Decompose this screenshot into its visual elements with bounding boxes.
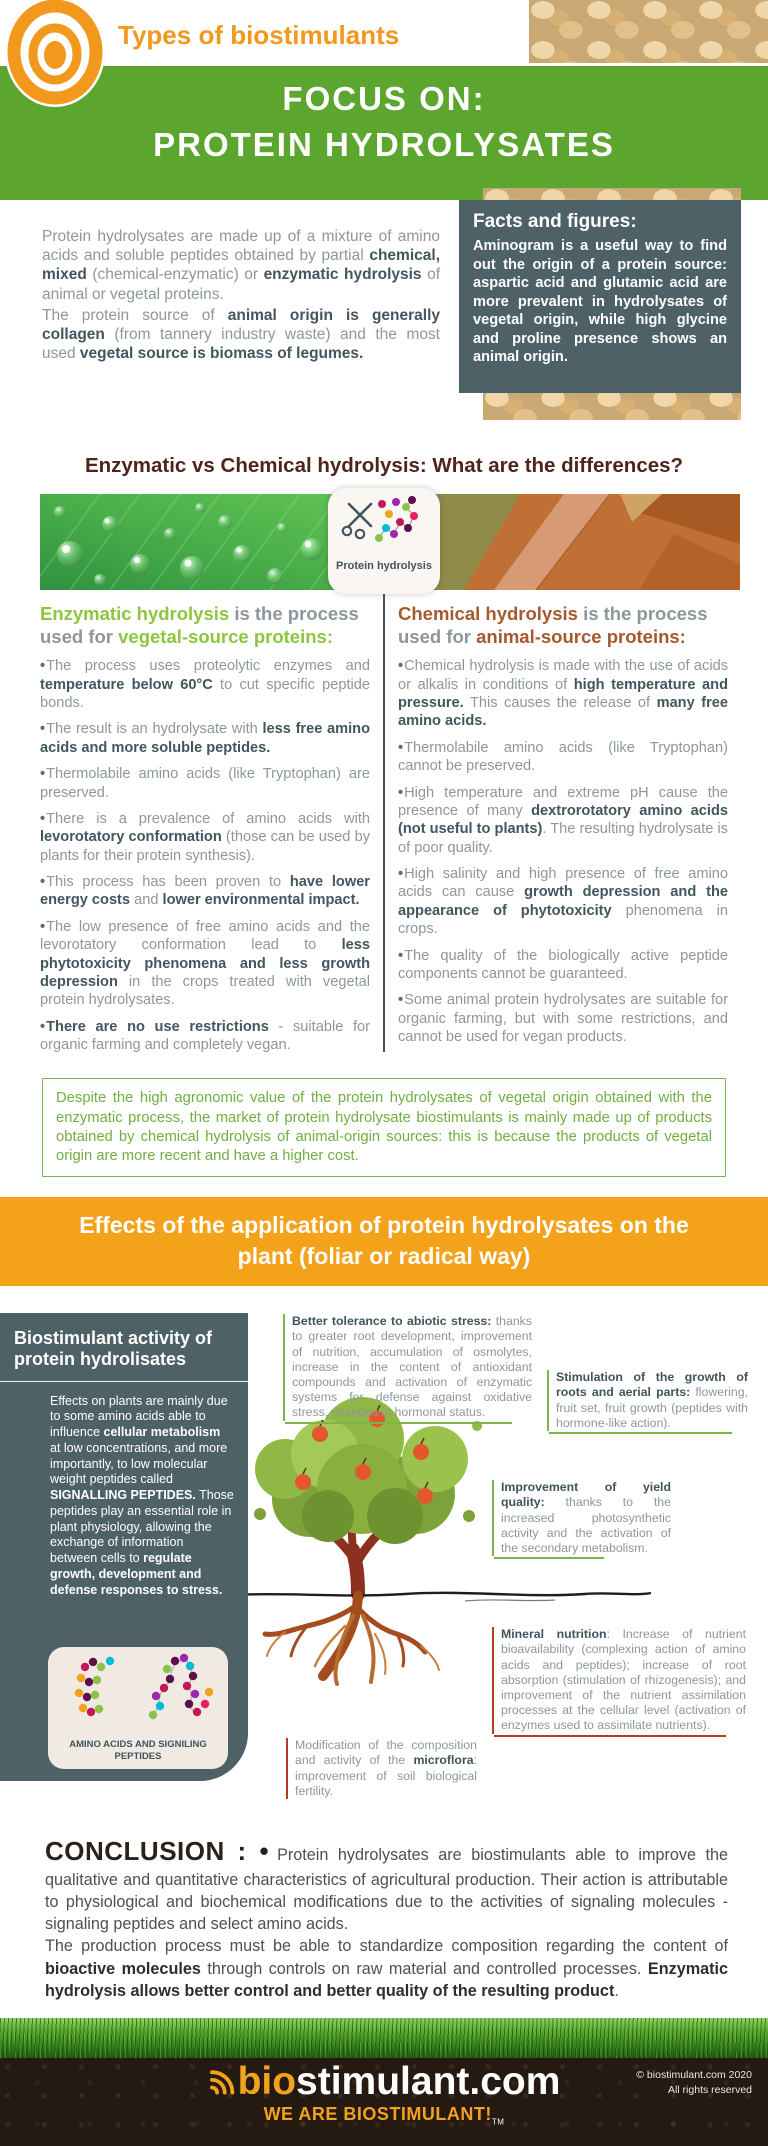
- tagline-text: WE ARE BIOSTIMULANT!: [263, 2103, 492, 2124]
- scissors-molecule-icon: [339, 492, 429, 554]
- chemical-bullet: • High temperature and extreme pH cause the presence of many dextrorotatory amino acids (not useful to plants). The resulting hydrolysate is of poor quality.: [398, 784, 728, 858]
- enzymatic-bullet: • There is a prevalence of amino acids with levorotatory conformation (those can be used by plants for their protein synthesis).: [40, 810, 370, 865]
- sidebar-divider: [0, 1381, 248, 1382]
- protein-hydrolysis-badge: [328, 488, 440, 594]
- amino-acids-peptides-box: [48, 1647, 228, 1769]
- enzymatic-bullet: • There are no use restrictions - suitable for organic farming and completely vegan.: [40, 1018, 370, 1055]
- facts-and-figures-box: [459, 200, 741, 393]
- chemical-bullet: • Thermolabile amino acids (like Tryptophan) cannot be preserved.: [398, 739, 728, 776]
- chemical-bullet: • The quality of the biologically active peptide components cannot be guaranteed.: [398, 947, 728, 984]
- intro-paragraph-1: Protein hydrolysates are made up of a mixture of amino acids and soluble peptides obtained by partial chemical, mixed (chemical-enzymatic) or enzymatic hydrolysis of animal or vegetal proteins.: [42, 228, 441, 303]
- conclusion-heading: CONCLUSION : •: [45, 1836, 270, 1867]
- annotation-microflora: Modification of the composition and activity of the microflora: improvement of soil biological fertility.: [286, 1738, 477, 1799]
- conclusion-text-1: Protein hydrolysates are biostimulants able to improve the qualitative and quantitative characteristics of agricultural production. Their action is attributable to physiological and biochemical modifications due to the activities of signaling molecules - signaling peptides and select amino acids.: [45, 1846, 728, 1934]
- logo-domain-text: stimulant.com: [296, 2059, 561, 2103]
- focus-line1: FOCUS ON:: [282, 80, 486, 117]
- conclusion-paragraph-1: [45, 1834, 728, 1935]
- enzymatic-bullet: • The process uses proteolytic enzymes and temperature below 60°C to cut specific peptide bonds.: [40, 657, 370, 712]
- sidebar-body: Effects on plants are mainly due to some amino acids able to influence cellular metabolism at low concentrations, and more importantly, to low molecular weight peptides called SIGNALLING PEPTIDES. Those peptides play an essential role in plant physiology, allowing the exchange of information between cells to regulate growth, development and defense responses to stress.: [50, 1393, 234, 1597]
- facts-title: Facts and figures:: [473, 211, 637, 232]
- chemical-column: [398, 602, 728, 1062]
- chemical-bullet-list: [398, 657, 728, 1046]
- badge-label: Protein hydrolysis: [336, 560, 432, 572]
- amino-acids-dots-icon: [55, 1651, 221, 1733]
- conclusion-paragraph-2: The production process must be able to standardize composition regarding the content of bioactive molecules through controls on raw material and controlled processes. Enzymatic hydrolysis allows better control and better quality of the resulting product.: [45, 1937, 728, 2000]
- enzymatic-heading: Enzymatic hydrolysis is the process used for vegetal-source proteins:: [40, 603, 359, 648]
- chemical-heading: Chemical hydrolysis is the process used for animal-source proteins:: [398, 603, 708, 648]
- trademark-symbol: TM: [491, 2117, 505, 2127]
- annotation-yield-quality: Improvement of yield quality: thanks to the increased photosynthetic activity and the activation of the secondary metabolism.: [492, 1480, 671, 1556]
- copyright-line1: © biostimulant.com 2020: [636, 2068, 752, 2081]
- intro-paragraphs: [42, 227, 440, 364]
- focus-banner: [0, 66, 768, 200]
- soybeans-photo: [529, 0, 768, 63]
- enzymatic-bullet: • Thermolabile amino acids (like Tryptophan) are preserved.: [40, 765, 370, 802]
- effects-section: [0, 1286, 768, 1826]
- leather-photo: [424, 494, 740, 590]
- arcs-logo-icon: [208, 2062, 238, 2096]
- chemical-bullet: • High salinity and high presence of free amino acids can cause growth depression and the appearance of phytotoxicity phenomena in crops.: [398, 865, 728, 939]
- facts-body: Aminogram is a useful way to find out the origin of a protein source: aspartic acid and glutamic acid are more prevalent in hydrolysates of vegetal origin, while high glycine and proline presence shows an animal origin.: [473, 238, 727, 366]
- target-circles-logo-icon: [4, 0, 106, 108]
- enzymatic-bullet: • The result is an hydrolysate with less free amino acids and more soluble peptides.: [40, 720, 370, 757]
- footer: [0, 2018, 768, 2146]
- header: [0, 0, 768, 200]
- dots-caption: AMINO ACIDS AND SIGNILING PEPTIDES: [69, 1739, 207, 1762]
- grass-photo: [0, 2018, 768, 2058]
- effects-banner: Effects of the application of protein hydrolysates on the plant (foliar or radical way): [0, 1197, 768, 1286]
- annotation-growth-stimulation: Stimulation of the growth of roots and aerial parts: flowering, fruit set, fruit growth (peptides with hormone-like action).: [547, 1370, 748, 1431]
- intro-paragraph-2: The protein source of animal origin is generally collagen (from tannery industry waste) and the most used vegetal source is biomass of legumes.: [42, 306, 441, 363]
- leaf-photo: [40, 494, 372, 590]
- copyright-notice: [636, 2068, 752, 2100]
- facts-area: [459, 188, 741, 393]
- brand-title: Types of biostimulants: [118, 20, 400, 50]
- biostimulant-activity-box: [0, 1313, 248, 1781]
- logo-bio-text: bio: [237, 2059, 297, 2103]
- comparison-columns: [40, 602, 728, 1062]
- comparison-heading: Enzymatic vs Chemical hydrolysis: What are the differences?: [84, 454, 684, 477]
- enzymatic-bullet: • This process has been proven to have lower energy costs and lower environmental impact.: [40, 873, 370, 910]
- chemical-bullet: • Chemical hydrolysis is made with the use of acids or alkalis in conditions of high temperature and pressure. This causes the release of many free amino acids.: [398, 657, 728, 731]
- annotation-mineral-nutrition: Mineral nutrition: Increase of nutrient bioavailability (complexing action of amino acids and peptides); increase of root absorption (stimulation of rhizogenesis); and improvement of the nutrient assimilation processes at the cellular level (activation of enzymes used to assimilate nutrients).: [492, 1627, 746, 1734]
- focus-line2: PROTEIN HYDROLYSATES: [153, 126, 615, 163]
- copyright-line2: All rights reserved: [667, 2084, 752, 2097]
- market-note-box: Despite the high agronomic value of the protein hydrolysates of vegetal origin obtained with the enzymatic process, the market of protein hydrolysate biostimulants is mainly made up of products obtained by chemical hydrolysis of animal-origin sources: this is because the products of vegetal origin are more recent and have a higher cost.: [42, 1078, 726, 1177]
- intro-section: [0, 200, 768, 440]
- enzymatic-column: [40, 602, 370, 1062]
- sidebar-title: Biostimulant activity of protein hydrolisates: [14, 1328, 213, 1370]
- enzymatic-bullet: • The low presence of free amino acids and the levorotatory conformation lead to less phytotoxicity phenomena and less growth depression in the crops treated with vegetal protein hydrolysates.: [40, 918, 370, 1010]
- chemical-bullet: • Some animal protein hydrolysates are suitable for organic farming, but with some restrictions, and cannot be used for vegan products.: [398, 991, 728, 1046]
- column-divider: [383, 586, 385, 1052]
- annotation-abiotic-stress: Better tolerance to abiotic stress: thanks to greater root development, improvement of nutrition, accumulation of osmolytes, increase in the content of antioxidant compounds and activation of enzymatic systems for defense against oxidative stress, changes in hormonal status.: [283, 1314, 532, 1421]
- enzymatic-bullet-list: [40, 657, 370, 1054]
- comparison-image-band: [28, 492, 740, 592]
- conclusion-section: [45, 1834, 728, 2002]
- footer-tagline: [0, 2104, 768, 2127]
